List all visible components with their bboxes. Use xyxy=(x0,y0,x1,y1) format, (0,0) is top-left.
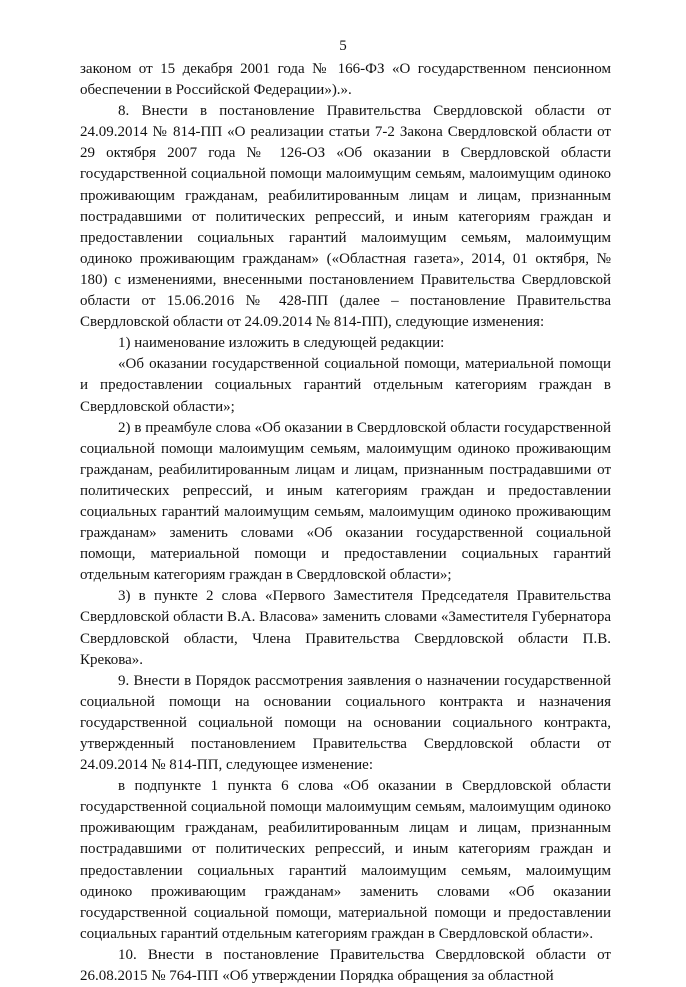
paragraph-subitem-1: 1) наименование изложить в следующей редакции: xyxy=(118,335,445,352)
paragraph-item-10: 10. Внести в постановление Правительства Свердловской области от 26.08.2015 № 764-ПП «Об утверждении Порядка обращения за областной xyxy=(80,946,611,985)
paragraph-subitem-3: 3) в пункте 2 слова «Первого Заместителя Председателя Правительства Свердловской области В.А. Власова» заменить словами «Заместителя Губернатора Свердловской области, Члена Правительства Свердловской области П.В. Крекова». xyxy=(80,588,611,668)
page-number: 5 xyxy=(339,38,347,54)
paragraph-item-9-change: в подпункте 1 пункта 6 слова «Об оказании в Свердловской области государственной социальной помощи малоимущим семьям, малоимущим одиноко проживающим гражданам, реабилитированным лицам и лицам, признанным пострадавшими от политических репрессий, и иным категориям граждан и предоставлении социальных гарантий малоимущим семьям, малоимущим одиноко проживающим гражданам» заменить словами «Об оказании государственной социальной помощи, материальной помощи и предоставлении социальных гарантий отдельным категориям граждан в Свердловской области». xyxy=(80,778,611,942)
document-body xyxy=(80,59,611,987)
paragraph-new-title: «Об оказании государственной социальной помощи, материальной помощи и предоставлении социальных гарантий отдельным категориям граждан в Свердловской области»; xyxy=(80,356,611,415)
paragraph-continuation: законом от 15 декабря 2001 года № 166-ФЗ «О государственном пенсионном обеспечении в Российской Федерации»).». xyxy=(80,61,611,99)
paragraph-subitem-2: 2) в преамбуле слова «Об оказании в Свердловской области государственной социальной помощи малоимущим семьям, малоимущим одиноко проживающим гражданам, реабилитированным лицам и лицам, признанным пострадавшими от политических репрессий, и иным категориям граждан и предоставлении социальных гарантий малоимущим семьям, малоимущим одиноко проживающим гражданам» заменить словами «Об оказании государственной социальной помощи, материальной помощи и предоставлении социальных гарантий отдельным категориям граждан в Свердловской области»; xyxy=(80,419,611,584)
paragraph-item-9: 9. Внести в Порядок рассмотрения заявления о назначении государственной социальной помощи на основании социального контракта и назначения государственной социальной помощи на основании социального контракта, утвержденный постановлением Правительства Свердловской области от 24.09.2014 № 814-ПП, следующее изменение: xyxy=(80,672,611,774)
paragraph-item-8: 8. Внести в постановление Правительства Свердловской области от 24.09.2014 № 814-ПП «О реализации статьи 7-2 Закона Свердловской области от 29 октября 2007 года № 126-ОЗ «Об оказании в Свердловской области государственной социальной помощи малоимущим семьям, малоимущим одиноко проживающим гражданам, реабилитированным лицам и лицам, признанным пострадавшими от политических репрессий, и иным категориям граждан и предоставлении социальных гарантий малоимущим семьям, малоимущим одиноко проживающим гражданам» («Областная газета», 2014, 01 октября, № 180) с изменениями, внесенными постановлением Правительства Свердловской области от 15.06.2016 № 428-ПП (далее – постановление Правительства Свердловской области от 24.09.2014 № 814-ПП), следующие изменения: xyxy=(80,103,611,331)
